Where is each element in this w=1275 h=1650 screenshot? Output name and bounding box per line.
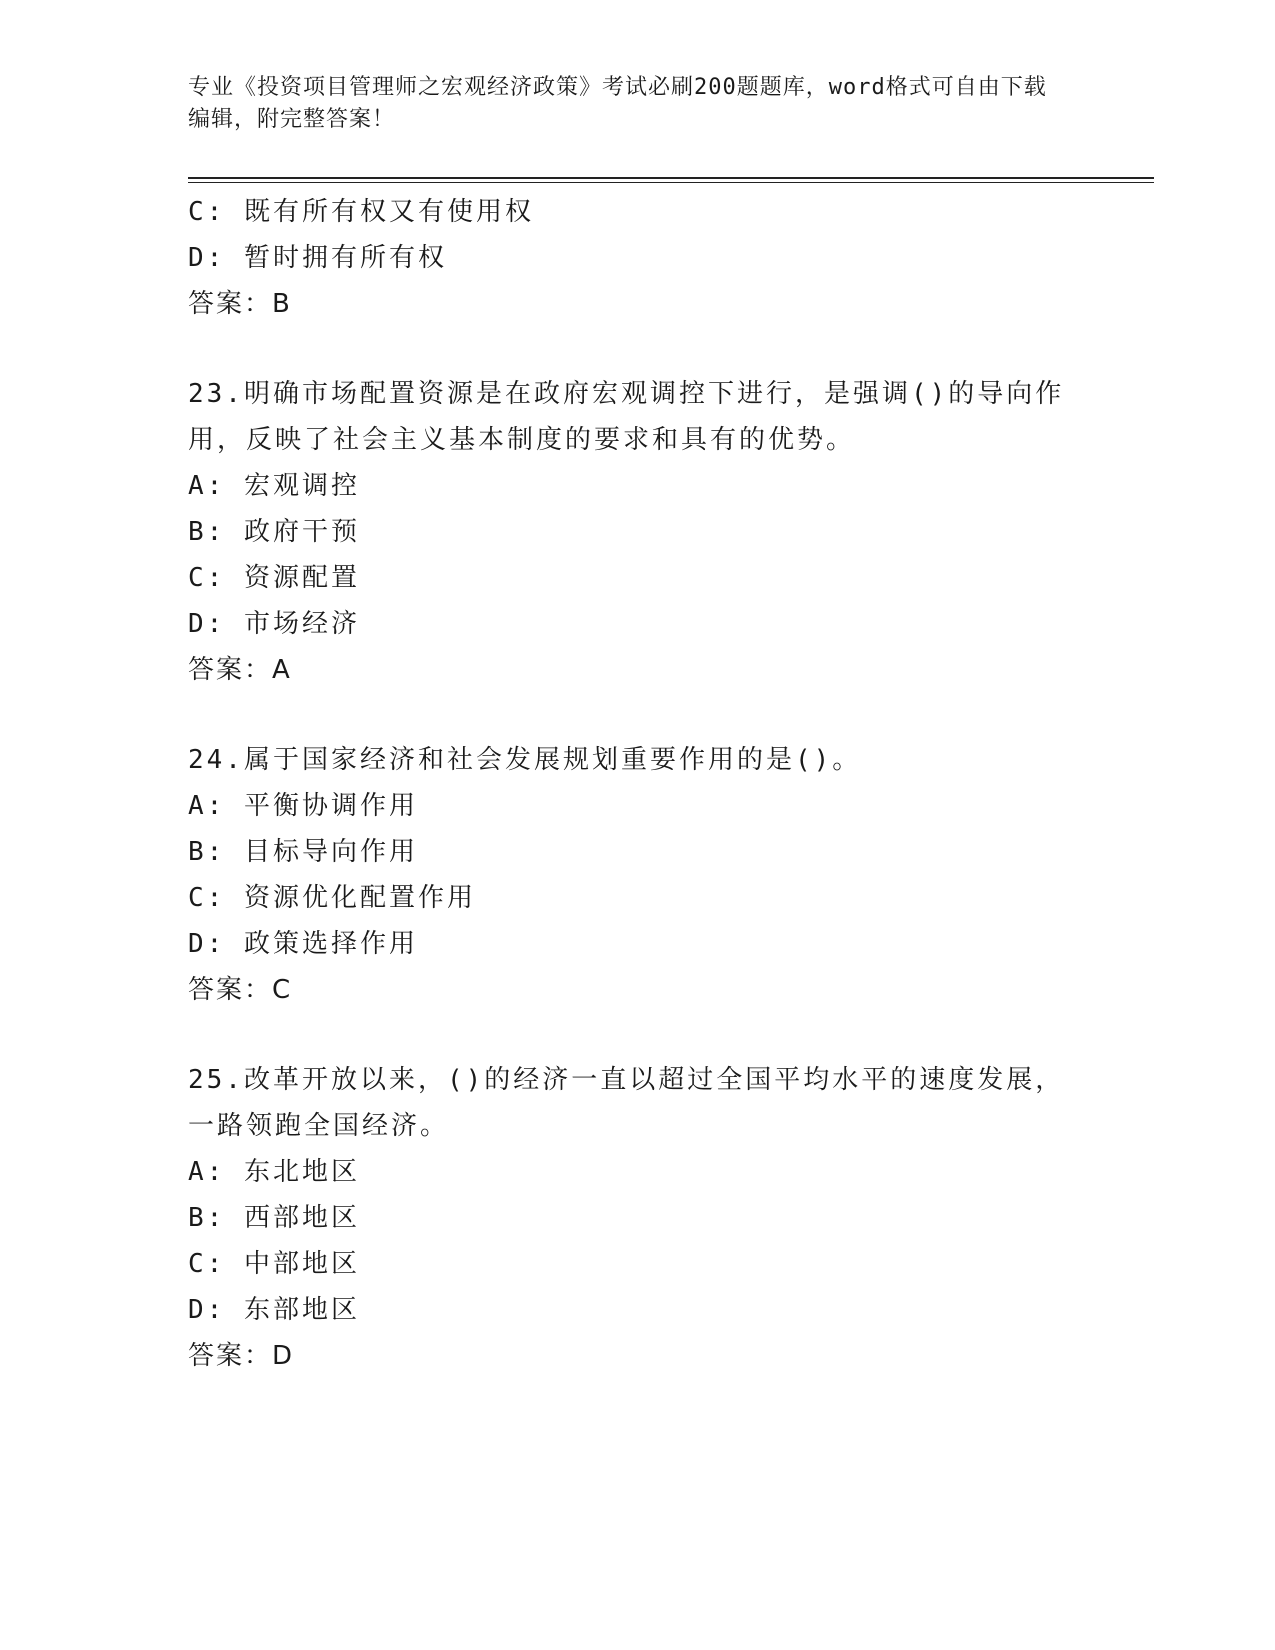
option-a: A: 东北地区 [188, 1157, 360, 1187]
question-24 [188, 737, 1088, 1013]
question-stem: 23.明确市场配置资源是在政府宏观调控下进行，是强调()的导向作用，反映了社会主义基本制度的要求和具有的优势。 [188, 379, 1065, 455]
answer-line: 答案：B [188, 289, 292, 319]
answer-line: 答案：D [188, 1341, 295, 1371]
spacer [188, 327, 1088, 371]
previous-question-tail [188, 189, 1088, 327]
spacer [188, 1013, 1088, 1057]
option-d: D: 政策选择作用 [188, 929, 418, 959]
question-stem: 24.属于国家经济和社会发展规划重要作用的是()。 [188, 745, 862, 775]
header-rule-thin [188, 182, 1154, 183]
page-header: 专业《投资项目管理师之宏观经济政策》考试必刷200题题库，word格式可自由下载编辑，附完整答案！ [188, 75, 1047, 132]
option-b: B: 目标导向作用 [188, 837, 418, 867]
option-b: B: 政府干预 [188, 517, 360, 547]
question-23 [188, 371, 1088, 693]
option-c: C: 既有所有权又有使用权 [188, 197, 534, 227]
option-b: B: 西部地区 [188, 1203, 360, 1233]
answer-line: 答案：C [188, 975, 293, 1005]
option-c: C: 资源配置 [188, 563, 360, 593]
option-a: A: 平衡协调作用 [188, 791, 418, 821]
option-a: A: 宏观调控 [188, 471, 360, 501]
spacer [188, 693, 1088, 737]
question-25 [188, 1057, 1088, 1379]
question-stem: 25.改革开放以来，()的经济一直以超过全国平均水平的速度发展，一路领跑全国经济。 [188, 1065, 1065, 1141]
header-rule-thick [188, 177, 1154, 179]
option-d: D: 暂时拥有所有权 [188, 243, 447, 273]
option-d: D: 东部地区 [188, 1295, 360, 1325]
answer-line: 答案：A [188, 655, 292, 685]
option-c: C: 资源优化配置作用 [188, 883, 476, 913]
option-c: C: 中部地区 [188, 1249, 360, 1279]
option-d: D: 市场经济 [188, 609, 360, 639]
exam-content [188, 189, 1088, 1379]
